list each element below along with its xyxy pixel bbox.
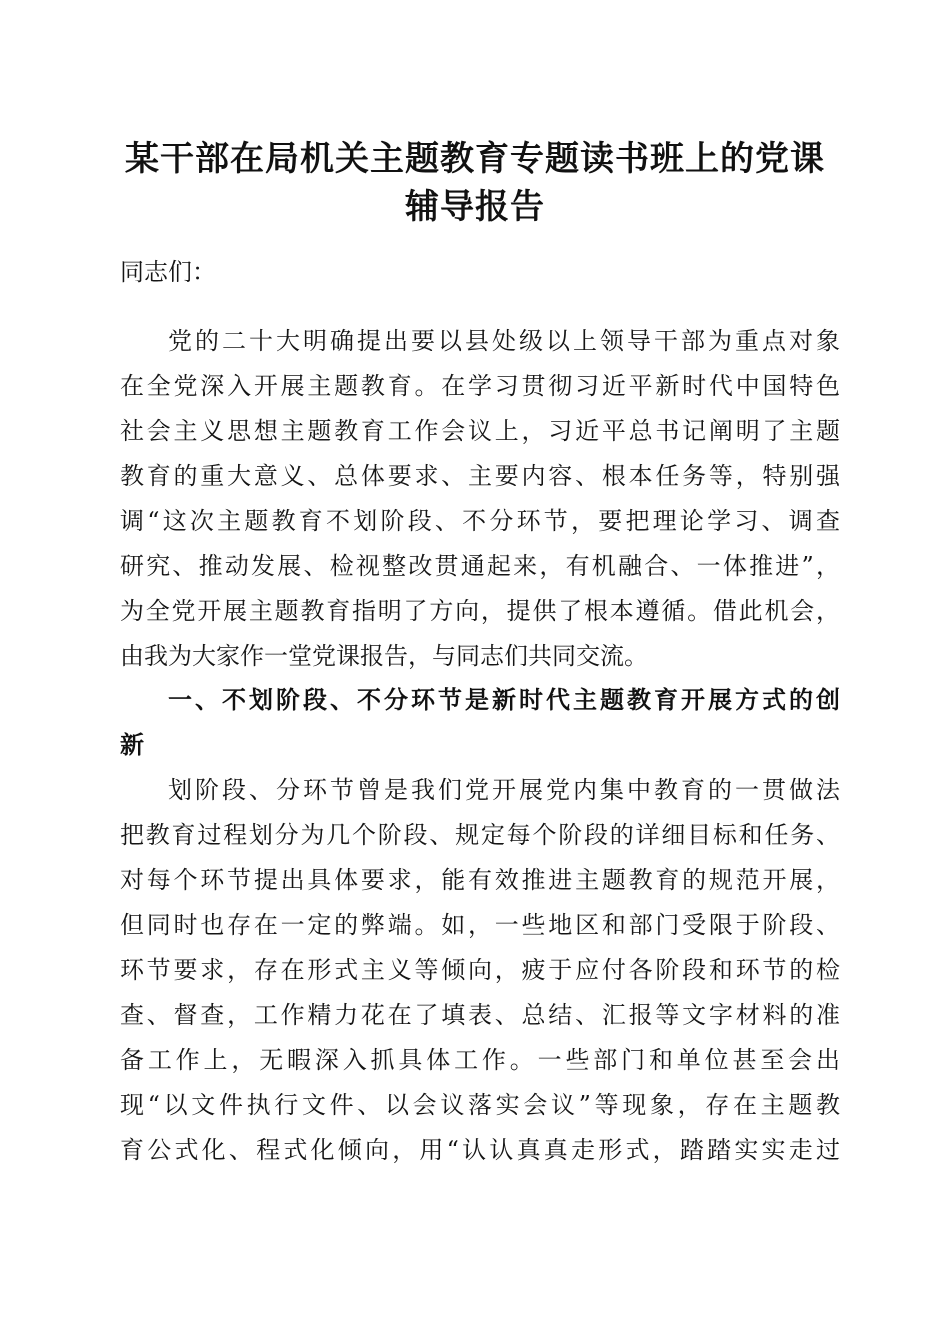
section-1-paragraph-line: 育公式化、程式化倾向，用“认认真真走形式，踏踏实实走过 [120, 1136, 840, 1164]
section-1-paragraph-line: 现“以文件执行文件、以会议落实会议”等现象，存在主题教 [120, 1091, 840, 1119]
intro-paragraph-line: 社会主义思想主题教育工作会议上，习近平总书记阐明了主题 [120, 417, 840, 445]
intro-paragraph-line: 为全党开展主题教育指明了方向，提供了根本遵循。借此机会， [120, 597, 840, 625]
section-1-paragraph-line: 划阶段、分环节曾是我们党开展党内集中教育的一贯做法 [168, 776, 840, 804]
intro-paragraph-line: 研究、推动发展、检视整改贯通起来，有机融合、一体推进”， [120, 552, 840, 580]
section-1-paragraph-line: 但同时也存在一定的弊端。如，一些地区和部门受限于阶段、 [120, 911, 840, 939]
intro-paragraph-line: 调“这次主题教育不划阶段、不分环节，要把理论学习、调查 [120, 507, 840, 535]
section-1-heading-line: 一、不划阶段、不分环节是新时代主题教育开展方式的创 [168, 686, 840, 714]
intro-paragraph-line: 党的二十大明确提出要以县处级以上领导干部为重点对象 [168, 327, 840, 355]
salutation: 同志们： [120, 258, 216, 286]
section-1-paragraph-line: 备工作上，无暇深入抓具体工作。一些部门和单位甚至会出 [120, 1046, 840, 1074]
section-1-heading-line: 新 [120, 731, 144, 759]
section-1-paragraph-line: 对每个环节提出具体要求，能有效推进主题教育的规范开展， [120, 866, 840, 894]
document-title-line-2: 辅导报告 [405, 187, 545, 227]
section-1-paragraph-line: 环节要求，存在形式主义等倾向，疲于应付各阶段和环节的检 [120, 956, 840, 984]
intro-paragraph-line: 在全党深入开展主题教育。在学习贯彻习近平新时代中国特色 [120, 372, 840, 400]
document-title-line-1: 某干部在局机关主题教育专题读书班上的党课 [125, 139, 825, 179]
intro-paragraph-line: 教育的重大意义、总体要求、主要内容、根本任务等，特别强 [120, 462, 840, 490]
intro-paragraph-line: 由我为大家作一堂党课报告，与同志们共同交流。 [120, 642, 648, 670]
section-1-paragraph-line: 把教育过程划分为几个阶段、规定每个阶段的详细目标和任务、 [120, 821, 840, 849]
section-1-paragraph-line: 查、督查，工作精力花在了填表、总结、汇报等文字材料的准 [120, 1001, 840, 1029]
